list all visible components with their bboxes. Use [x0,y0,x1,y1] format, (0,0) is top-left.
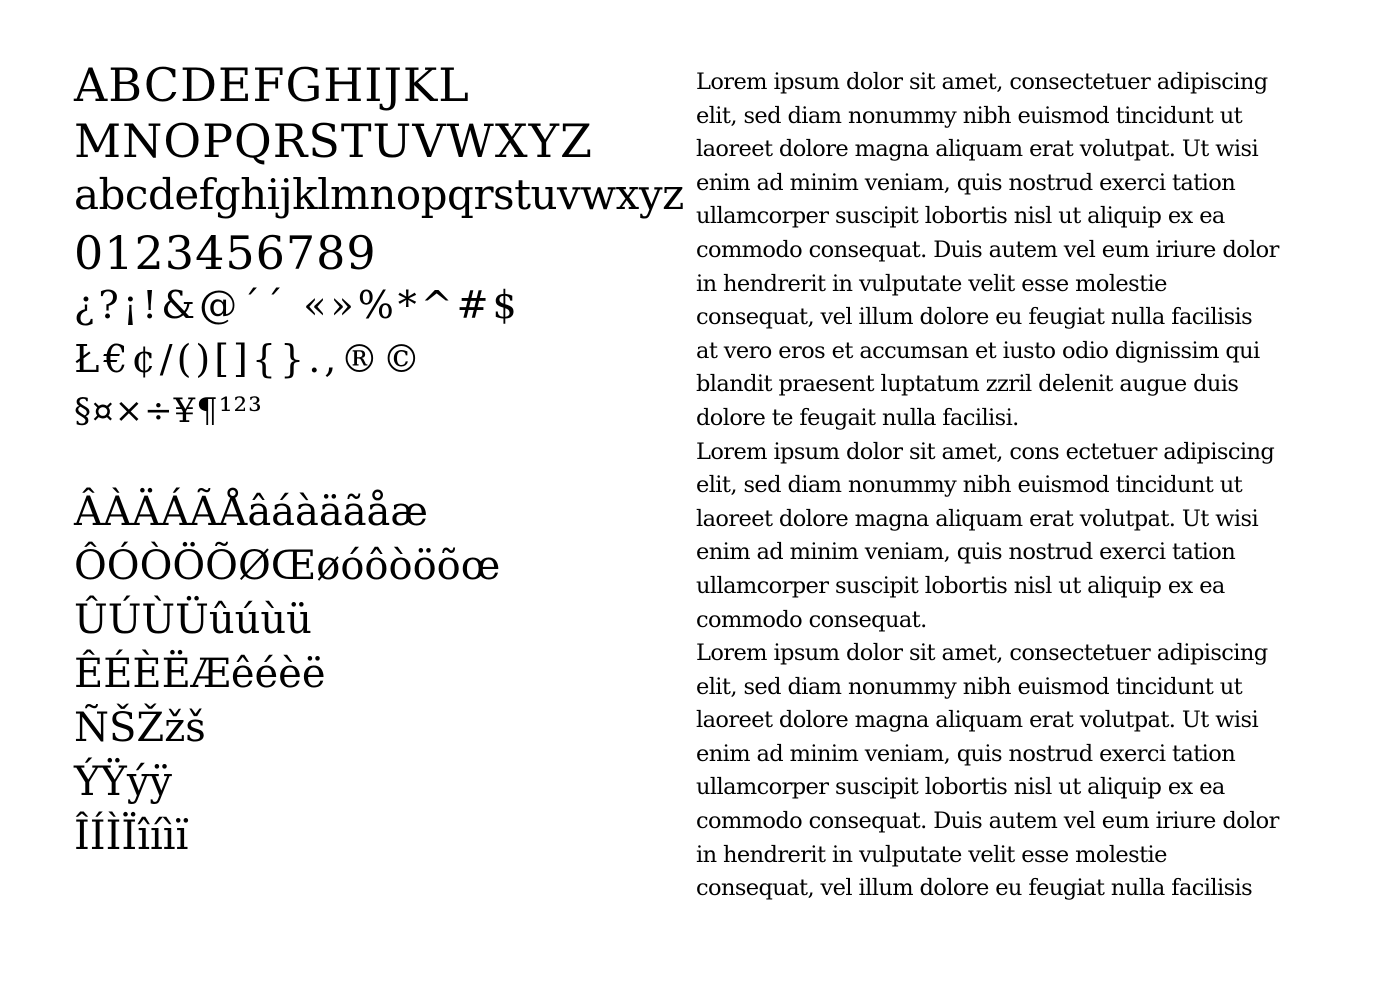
symbols-line-3: §¤×÷¥¶¹²³ [74,391,263,431]
sample-text-line: ullamcorper suscipit lobortis nisl ut aliquip ex ea [696,203,1225,230]
sample-text-column [696,66,1316,906]
sample-text-line: dolore te feugait nulla facilisi. [696,404,1019,431]
symbols-line-2: Ł€¢/()[]{}.,®© [74,337,425,381]
sample-text-line: elit, sed diam nonummy nibh euismod tincidunt ut [696,472,1243,499]
sample-text-line: elit, sed diam nonummy nibh euismod tincidunt ut [696,673,1243,700]
sample-text-line: in hendrerit in vulputate velit esse molestie [696,841,1167,868]
accented-i-line: ÎÍÌÏîíìï [74,813,189,859]
symbols-line-1: ¿?¡!&@´´ «»%*^#$ [74,283,521,327]
accented-y-line: ÝŸýÿ [74,759,173,805]
sample-text-line: commodo consequat. Duis autem vel eum iriure dolor [696,236,1279,263]
accented-e-line: ÊÉÈËÆêéèë [74,651,326,697]
section-spacer [74,444,674,492]
sample-text-line: Lorem ipsum dolor sit amet, consectetuer adipiscing [696,640,1268,667]
sample-text-line: ullamcorper suscipit lobortis nisl ut aliquip ex ea [696,572,1225,599]
sample-text-line: laoreet dolore magna aliquam erat volutpat. Ut wisi [696,136,1259,163]
sample-text-line: laoreet dolore magna aliquam erat volutpat. Ut wisi [696,707,1259,734]
accented-n-s-z-line: ÑŠŽžš [74,705,206,751]
sample-text-line: commodo consequat. [696,606,927,633]
sample-text-line: enim ad minim veniam, quis nostrud exerci tation [696,740,1236,767]
sample-text-line: in hendrerit in vulputate velit esse molestie [696,270,1167,297]
sample-text-line: elit, sed diam nonummy nibh euismod tincidunt ut [696,102,1243,129]
lowercase-line: abcdefghijklmnopqrstuvwxyz [74,170,684,219]
accented-u-line: ÛÚÙÜûúùü [74,597,312,643]
sample-text-line: blandit praesent luptatum zzril delenit augue duis [696,371,1239,398]
sample-text-line: commodo consequat. Duis autem vel eum iriure dolor [696,808,1279,835]
sample-text-line: enim ad minim veniam, quis nostrud exerci tation [696,539,1236,566]
uppercase-line-1: ABCDEFGHIJKL [74,58,470,112]
sample-text-line: enim ad minim veniam, quis nostrud exerci tation [696,169,1236,196]
accented-a-line: ÂÀÄÁÃÅâáàäãåæ [74,489,429,535]
sample-text-line: consequat, vel illum dolore eu feugiat nulla facilisis [696,875,1253,902]
sample-text-line: Lorem ipsum dolor sit amet, cons ectetuer adipiscing [696,438,1275,465]
uppercase-line-2: MNOPQRSTUVWXYZ [74,114,593,168]
sample-text-line: laoreet dolore magna aliquam erat volutpat. Ut wisi [696,505,1259,532]
sample-text-line: ullamcorper suscipit lobortis nisl ut aliquip ex ea [696,774,1225,801]
sample-text-line: consequat, vel illum dolore eu feugiat nulla facilisis [696,304,1253,331]
sample-text-line: Lorem ipsum dolor sit amet, consectetuer adipiscing [696,69,1268,95]
sample-text-line: at vero eros et accumsan et iusto odio dignissim qui [696,337,1260,364]
glyph-specimen [74,58,684,870]
digits-line: 0123456789 [74,226,377,280]
accented-o-line: ÔÓÒÖÕØŒøóôòöõœ [74,543,501,589]
